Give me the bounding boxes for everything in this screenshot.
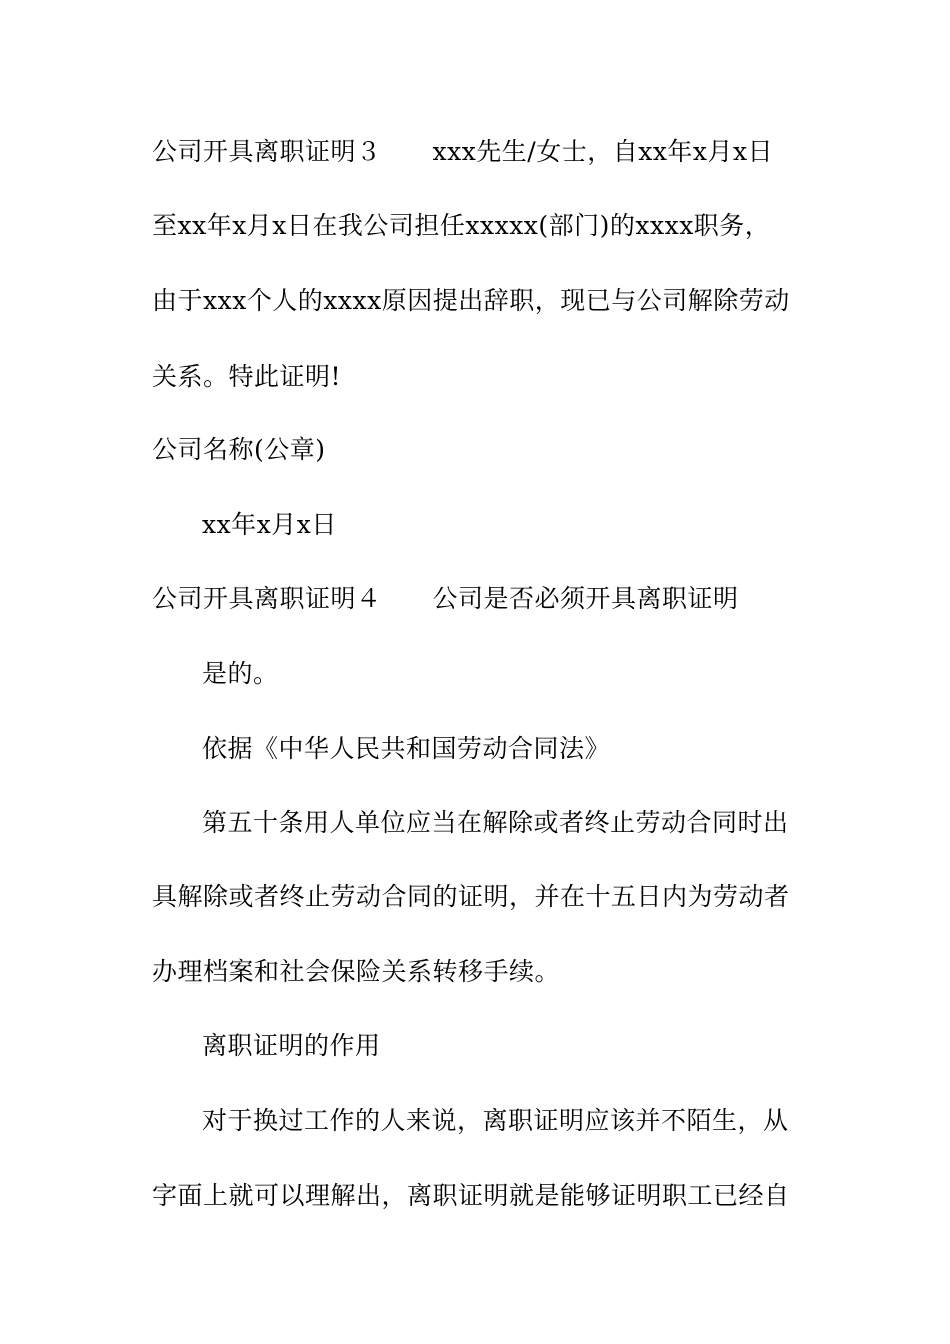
text-line-8: 是的。 <box>202 659 279 688</box>
text-line-12: 办理档案和社会保险关系转移手续。 <box>152 957 561 986</box>
text-line-6: xx年x月x日 <box>202 510 337 539</box>
text-line-4: 关系。特此证明! <box>152 362 342 391</box>
text-line-2: 至xx年x月x日在我公司担任xxxxx(部门)的xxxx职务， <box>152 211 771 240</box>
text-line-13: 离职证明的作用 <box>202 1031 381 1060</box>
text-line-11: 具解除或者终止劳动合同的证明，并在十五日内为劳动者 <box>152 882 790 911</box>
text-line-10: 第五十条用人单位应当在解除或者终止劳动合同时出 <box>202 808 789 837</box>
text-line-7: 公司开具离职证明４ 公司是否必须开具离职证明 <box>152 584 739 613</box>
text-line-9: 依据《中华人民共和国劳动合同法》 <box>202 734 611 763</box>
text-line-15: 字面上就可以理解出，离职证明就是能够证明职工已经自 <box>152 1181 790 1210</box>
text-line-1: 公司开具离职证明３ xxx先生/女士，自xx年x月x日 <box>152 137 774 166</box>
text-line-5: 公司名称(公章) <box>152 435 326 464</box>
text-line-3: 由于xxx个人的xxxx原因提出辞职，现已与公司解除劳动 <box>152 286 790 315</box>
text-line-14: 对于换过工作的人来说，离职证明应该并不陌生，从 <box>202 1106 789 1135</box>
